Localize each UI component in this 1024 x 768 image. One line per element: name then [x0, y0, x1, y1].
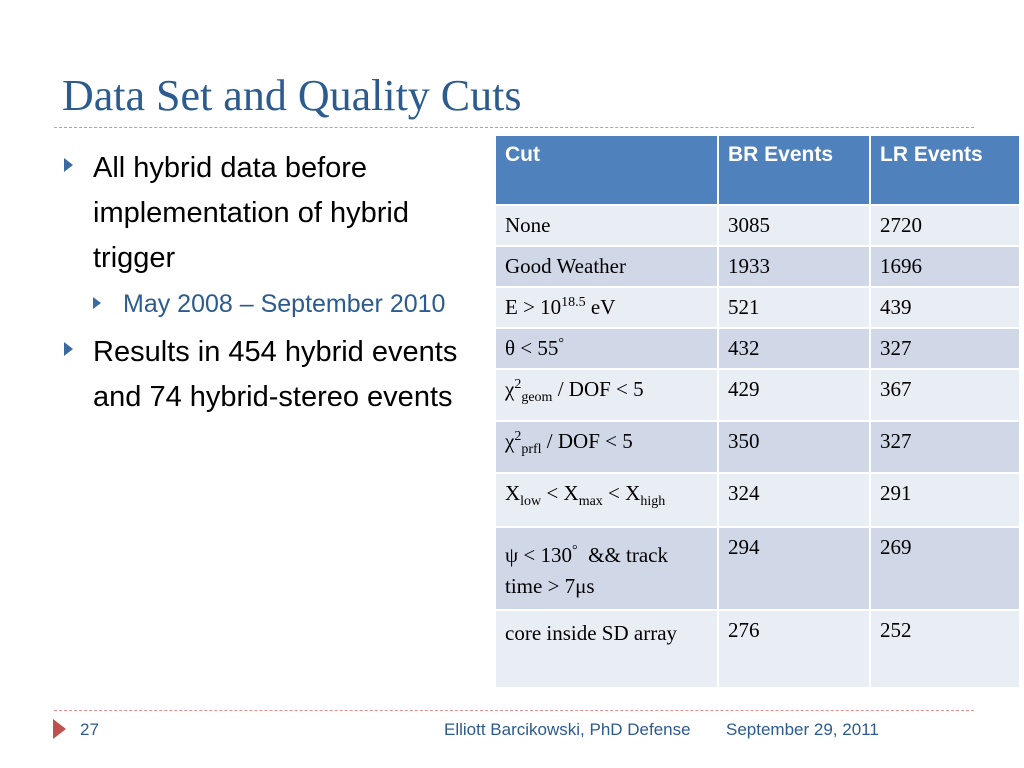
cell-lr: 252: [870, 610, 1020, 688]
sub-bullet-item: [60, 285, 490, 324]
cell-cut: core inside SD array: [495, 610, 718, 688]
cell-br: 432: [718, 328, 870, 369]
table-row: [495, 421, 1020, 473]
cell-br: 294: [718, 527, 870, 610]
slide-title: Data Set and Quality Cuts: [62, 71, 522, 120]
cell-cut: $E > 10^{18.5}$ eV: [495, 287, 718, 328]
table-row: [495, 610, 1020, 688]
cell-br: 276: [718, 610, 870, 688]
table-header-row: [495, 135, 1020, 205]
table-row: [495, 527, 1020, 610]
cell-cut: ψ < 130° && track time > 7μs: [495, 527, 718, 610]
cell-lr: 291: [870, 473, 1020, 527]
cell-cut: Good Weather: [495, 246, 718, 287]
cell-lr: 439: [870, 287, 1020, 328]
cell-br: 429: [718, 369, 870, 421]
bullet-text: Results in 454 hybrid events and 74 hybrid-stereo events: [93, 336, 458, 413]
bullet-item: [60, 330, 490, 420]
cell-cut: $X_{low} < X_{max} < X_{high}$: [495, 473, 718, 527]
cell-lr: 327: [870, 328, 1020, 369]
table-row: [495, 328, 1020, 369]
cell-cut: θ < 55°: [495, 328, 718, 369]
bullet-list: [60, 146, 490, 424]
table-row: [495, 473, 1020, 527]
cell-lr: 269: [870, 527, 1020, 610]
footer-author: Elliott Barcikowski, PhD Defense: [444, 720, 691, 739]
cell-br: 324: [718, 473, 870, 527]
bullet-item: [60, 146, 490, 281]
cell-br: 521: [718, 287, 870, 328]
cell-cut: None: [495, 205, 718, 246]
page-number: 27: [80, 720, 99, 739]
footer-arrow-icon: [53, 719, 66, 739]
cell-cut: $\chi^2_{geom}$ / DOF < 5: [495, 369, 718, 421]
bullet-arrow-icon: [64, 342, 73, 356]
cell-lr: 367: [870, 369, 1020, 421]
table-row: [495, 369, 1020, 421]
sub-bullet-arrow-icon: [93, 297, 101, 309]
bullet-text: All hybrid data before implementation of hybrid trigger: [93, 152, 409, 274]
title-divider: [54, 127, 974, 128]
header-br-events: BR Events: [718, 135, 870, 205]
table-row: [495, 287, 1020, 328]
table-row: [495, 246, 1020, 287]
cell-cut: $\chi^2_{prfl}$ / DOF < 5: [495, 421, 718, 473]
footer-divider: [54, 710, 974, 711]
bullet-arrow-icon: [64, 158, 73, 172]
table-row: [495, 205, 1020, 246]
quality-cuts-table: [494, 134, 1021, 689]
header-lr-events: LR Events: [870, 135, 1020, 205]
cell-br: 1933: [718, 246, 870, 287]
cell-lr: 1696: [870, 246, 1020, 287]
cell-br: 350: [718, 421, 870, 473]
header-cut: Cut: [495, 135, 718, 205]
cell-br: 3085: [718, 205, 870, 246]
cell-lr: 327: [870, 421, 1020, 473]
sub-bullet-text: May 2008 – September 2010: [123, 290, 446, 318]
cell-lr: 2720: [870, 205, 1020, 246]
footer-date: September 29, 2011: [726, 720, 879, 739]
